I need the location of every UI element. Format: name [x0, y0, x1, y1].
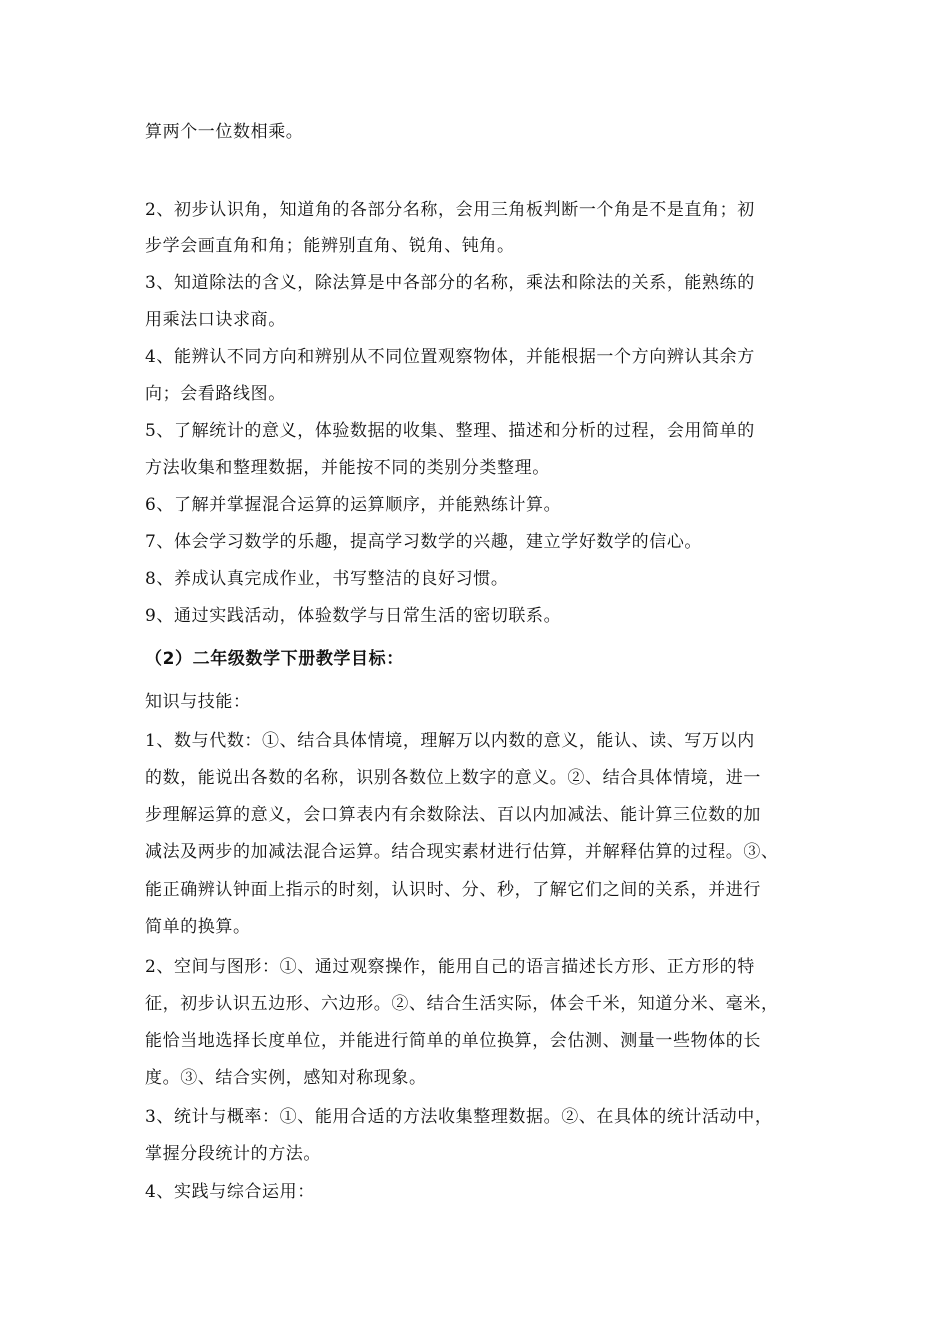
- text-line: 征，初步认识五边形、六边形。②、结合生活实际，体会千米，知道分米、毫米，: [145, 994, 779, 1014]
- text-line: 用乘法口诀求商。: [145, 310, 286, 330]
- text-line: 6、了解并掌握混合运算的运算顺序，并能熟练计算。: [145, 495, 562, 515]
- text-line: 8、养成认真完成作业，书写整洁的良好习惯。: [145, 569, 509, 589]
- text-line: 1、数与代数：①、结合具体情境，理解万以内数的意义，能认、读、写万以内: [145, 731, 755, 751]
- text-line: 能恰当地选择长度单位，并能进行简单的单位换算，会估测、测量一些物体的长: [145, 1031, 761, 1051]
- text-line: 步学会画直角和角；能辨别直角、锐角、钝角。: [145, 236, 515, 256]
- text-line: 3、统计与概率：①、能用合适的方法收集整理数据。②、在具体的统计活动中，: [145, 1107, 773, 1127]
- text-line: 5、了解统计的意义，体验数据的收集、整理、描述和分析的过程，会用简单的: [145, 421, 755, 441]
- text-line: 方法收集和整理数据，并能按不同的类别分类整理。: [145, 458, 550, 478]
- text-line: 7、体会学习数学的乐趣，提高学习数学的兴趣，建立学好数学的信心。: [145, 532, 703, 552]
- text-line: 的数，能说出各数的名称，识别各数位上数字的意义。②、结合具体情境，进一: [145, 768, 761, 788]
- text-line: 简单的换算。: [145, 917, 251, 937]
- section-heading: （2）二年级数学下册教学目标：: [145, 649, 404, 669]
- text-line: 4、实践与综合运用：: [145, 1182, 315, 1202]
- text-line: 步理解运算的意义，会口算表内有余数除法、百以内加减法、能计算三位数的加: [145, 805, 761, 825]
- text-line: 4、能辨认不同方向和辨别从不同位置观察物体，并能根据一个方向辨认其余方: [145, 347, 755, 367]
- text-line: 掌握分段统计的方法。: [145, 1144, 321, 1164]
- text-line: 2、空间与图形：①、通过观察操作，能用自己的语言描述长方形、正方形的特: [145, 957, 755, 977]
- text-line: 2、初步认识角，知道角的各部分名称，会用三角板判断一个角是不是直角；初: [145, 200, 755, 220]
- text-line: 知识与技能：: [145, 692, 251, 712]
- text-line: 度。③、结合实例，感知对称现象。: [145, 1068, 427, 1088]
- text-line: 3、知道除法的含义，除法算是中各部分的名称，乘法和除法的关系，能熟练的: [145, 273, 755, 293]
- text-line: 能正确辨认钟面上指示的时刻，认识时、分、秒，了解它们之间的关系，并进行: [145, 880, 761, 900]
- text-line: 算两个一位数相乘。: [145, 122, 304, 142]
- text-line: 9、通过实践活动，体验数学与日常生活的密切联系。: [145, 606, 562, 626]
- text-line: 向；会看路线图。: [145, 384, 286, 404]
- text-line: 减法及两步的加减法混合运算。结合现实素材进行估算，并解释估算的过程。③、: [145, 842, 779, 862]
